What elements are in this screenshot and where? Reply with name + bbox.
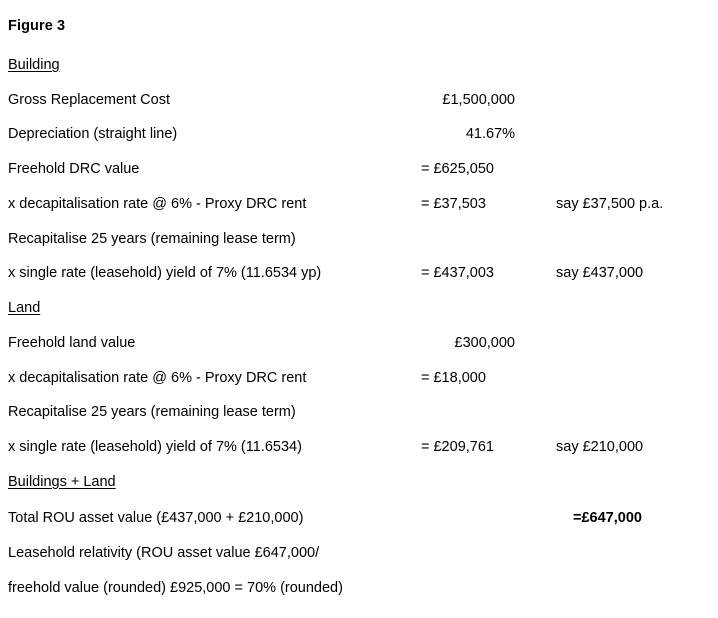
- row-label: Total ROU asset value (£437,000 + £210,000): [8, 510, 304, 526]
- table-row: [8, 335, 712, 355]
- table-row: [8, 439, 712, 459]
- footer-line-2: [8, 580, 712, 600]
- section-heading-buildings-land: [8, 474, 712, 494]
- row-total-value: =£647,000: [573, 510, 642, 526]
- row-value: = £437,003: [421, 265, 494, 281]
- table-row: [8, 265, 712, 285]
- row-value: = £37,503: [421, 196, 486, 212]
- row-label: x single rate (leasehold) yield of 7% (11.6534 yp): [8, 265, 322, 281]
- row-label: Depreciation (straight line): [8, 126, 178, 142]
- row-say: say £437,000: [556, 265, 644, 281]
- table-row: [8, 161, 712, 181]
- row-value: = £209,761: [421, 439, 494, 455]
- table-row: [8, 404, 712, 424]
- table-row: [8, 92, 712, 112]
- building-heading-label: Building: [8, 57, 60, 73]
- section-heading-building: [8, 57, 712, 77]
- row-value: £300,000: [454, 335, 515, 351]
- footer-line-1: [8, 545, 712, 565]
- table-row-total: [8, 510, 712, 530]
- section-heading-land: [8, 300, 712, 320]
- footer-text: Leasehold relativity (ROU asset value £647,000/: [8, 545, 320, 561]
- row-label: Freehold DRC value: [8, 161, 140, 177]
- row-label: x single rate (leasehold) yield of 7% (11.6534): [8, 439, 302, 455]
- row-label: x decapitalisation rate @ 6% - Proxy DRC rent: [8, 196, 307, 212]
- row-value: £1,500,000: [442, 92, 515, 108]
- table-row: [8, 196, 712, 216]
- land-heading-label: Land: [8, 300, 41, 316]
- table-row: [8, 126, 712, 146]
- row-say: say £210,000: [556, 439, 644, 455]
- row-label: Gross Replacement Cost: [8, 92, 170, 108]
- row-label: Recapitalise 25 years (remaining lease term): [8, 231, 296, 247]
- buildings-land-heading-label: Buildings + Land: [8, 474, 116, 490]
- row-value: = £18,000: [421, 370, 486, 386]
- row-say: say £37,500 p.a.: [556, 196, 664, 212]
- row-label: Recapitalise 25 years (remaining lease term): [8, 404, 296, 420]
- footer-text: freehold value (rounded) £925,000 = 70% (rounded): [8, 580, 343, 596]
- row-label: Freehold land value: [8, 335, 136, 351]
- row-value: 41.67%: [465, 126, 515, 142]
- page-title: Figure 3: [8, 18, 66, 34]
- table-row: [8, 370, 712, 390]
- table-row: [8, 231, 712, 251]
- row-value: = £625,050: [421, 161, 494, 177]
- row-label: x decapitalisation rate @ 6% - Proxy DRC rent: [8, 370, 307, 386]
